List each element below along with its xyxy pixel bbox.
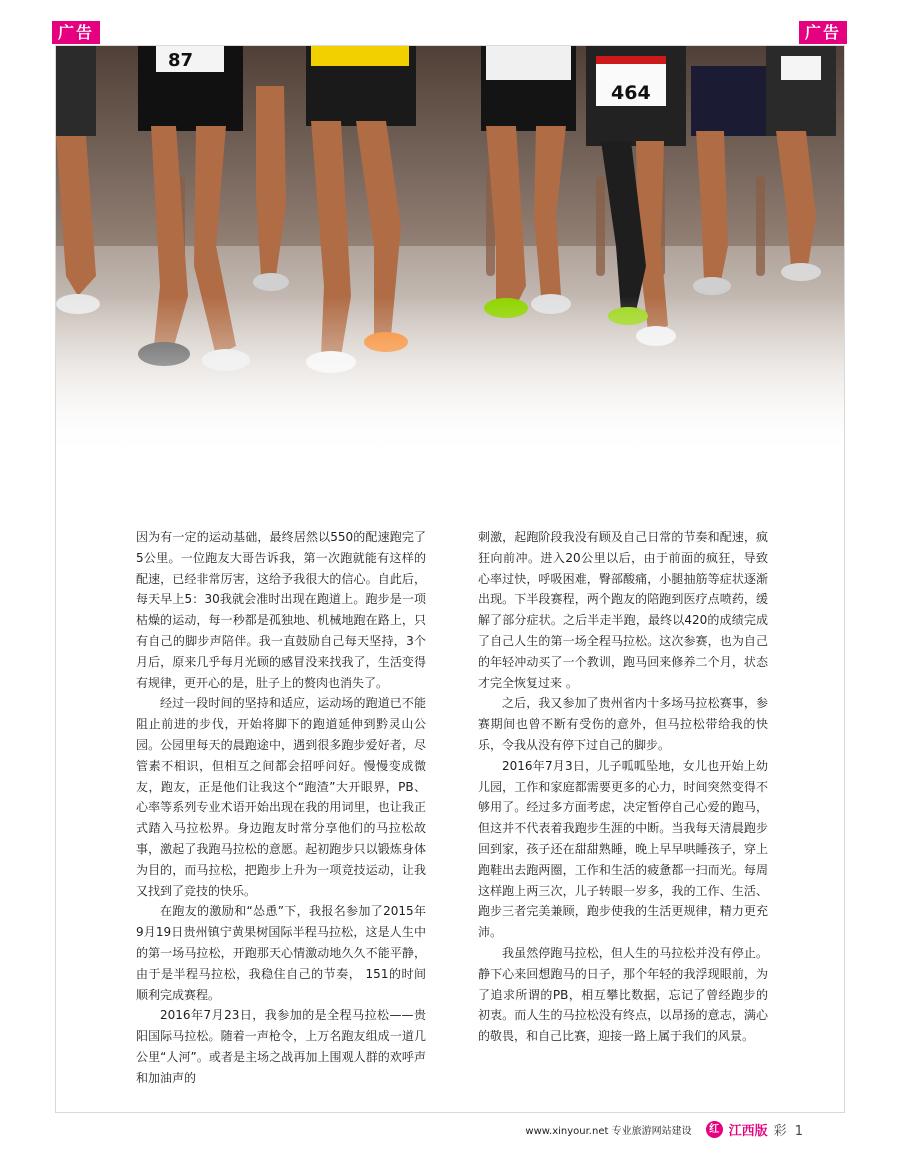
article-column-right [478, 527, 768, 1089]
paragraph: 在跑友的激励和“怂恿”下，我报名参加了2015年9月19日贵州镇宁黄果树国际半程马拉松，这是人生中的第一场马拉松，开跑那天心情激动地久久不能平静，由于是半程马拉松，我稳住自己的节奏， 151的时间顺利完成赛程。 [136, 904, 426, 1002]
article-column-left [136, 527, 426, 1089]
ad-tag-right: 广告 [799, 21, 847, 44]
runners-illustration [56, 46, 844, 456]
paragraph: 我虽然停跑马拉松，但人生的马拉松并没有停止。静下心来回想跑马的日子，那个年轻的我浮现眼前，为了追求所谓的PB，相互攀比数据，忘记了曾经跑步的初衷。而人生的马拉松没有终点，以昂扬的意志，满心的敬畏，和自己比赛，迎接一路上属于我们的风景。 [478, 945, 768, 1044]
ad-tag-left: 广告 [52, 21, 100, 44]
footer-edition: 江西版 [728, 1124, 768, 1139]
page-number: 彩 1 [773, 1124, 805, 1139]
paragraph: 因为有一定的运动基础，最终居然以550的配速跑完了5公里。一位跑友大哥告诉我，第一次跑就能有这样的配速，已经非常厉害，这给予我很大的信心。自此后，每天早上5：30我就会准时出现在跑道上。跑步是一项枯燥的运动，每一秒都是孤独地、机械地跑在路上，只有自己的脚步声陪伴。我一直鼓励自己每天坚持，3个月后，原来几乎每月光顾的感冒没来找我了，生活变得有规律，更开心的是，肚子上的赘肉也消失了。 [136, 530, 426, 690]
paragraph: 之后，我又参加了贵州省内十多场马拉松赛事，参赛期间也曾不断有受伤的意外，但马拉松带给我的快乐，令我从没有停下过自己的脚步。 [478, 696, 768, 752]
article-body [136, 527, 768, 1089]
paragraph: 刺激，起跑阶段我没有顾及自己日常的节奏和配速，疯狂向前冲。进入20公里以后，由于前面的疯狂，导致心率过快，呼吸困难，臀部酸痛，小腿抽筋等症状逐渐出现。下半段赛程，两个跑友的陪跑到医疗点喷药，缓解了部分症状。之后半走半跑，最终以420的成绩完成了自己人生的第一场全程马拉松。这次参赛，也为自己的年轻冲动买了一个教训，跑马回来修养二个月，状态才完全恢复过来 。 [478, 530, 768, 690]
paragraph: 2016年7月3日，儿子呱呱坠地，女儿也开始上幼儿园，工作和家庭都需要更多的心力，时间突然变得不够用了。经过多方面考虑，决定暂停自己心爱的跑马，但这并不代表着我跑步生涯的中断。当我每天清晨跑步回到家，孩子还在甜甜熟睡，晚上早早哄睡孩子，穿上跑鞋出去跑两圈，工作和生活的疲惫都一扫而光。每周这样跑上两三次，儿子转眼一岁多，我的工作、生活、跑步三者完美兼顾，跑步使我的生活更规律，精力更充沛。 [478, 758, 768, 940]
page-footer [525, 1120, 805, 1139]
marathon-runners-photo [56, 46, 844, 456]
bib-number-464: 464 [611, 82, 651, 104]
footer-site-text: www.xinyour.net 专业旅游网站建设 [525, 1126, 692, 1137]
publication-logo-icon: 红 [706, 1121, 723, 1138]
paragraph: 经过一段时间的坚持和适应，运动场的跑道已不能阻止前进的步伐，开始将脚下的跑道延伸到黔灵山公园。公园里每天的晨跑途中，遇到很多跑步爱好者，尽管素不相识，但相互之间都会招呼问好。慢慢变成微友，跑友，正是他们让我这个“跑渣”大开眼界，PB、心率等系列专业术语开始出现在我的用词里，也让我正式踏入马拉松界。身边跑友时常分享他们的马拉松故事，激起了我跑马拉松的意愿。起初跑步只以锻炼身体为目的，而马拉松，把跑步上升为一项竞技运动，让我又找到了竞技的快乐。 [136, 696, 426, 898]
bib-number-87: 87 [168, 50, 194, 71]
paragraph: 2016年7月23日，我参加的是全程马拉松——贵阳国际马拉松。随着一声枪令，上万名跑友组成一道几公里“人河”。或者是主场之战再加上围观人群的欢呼声和加油声的 [136, 1008, 426, 1085]
